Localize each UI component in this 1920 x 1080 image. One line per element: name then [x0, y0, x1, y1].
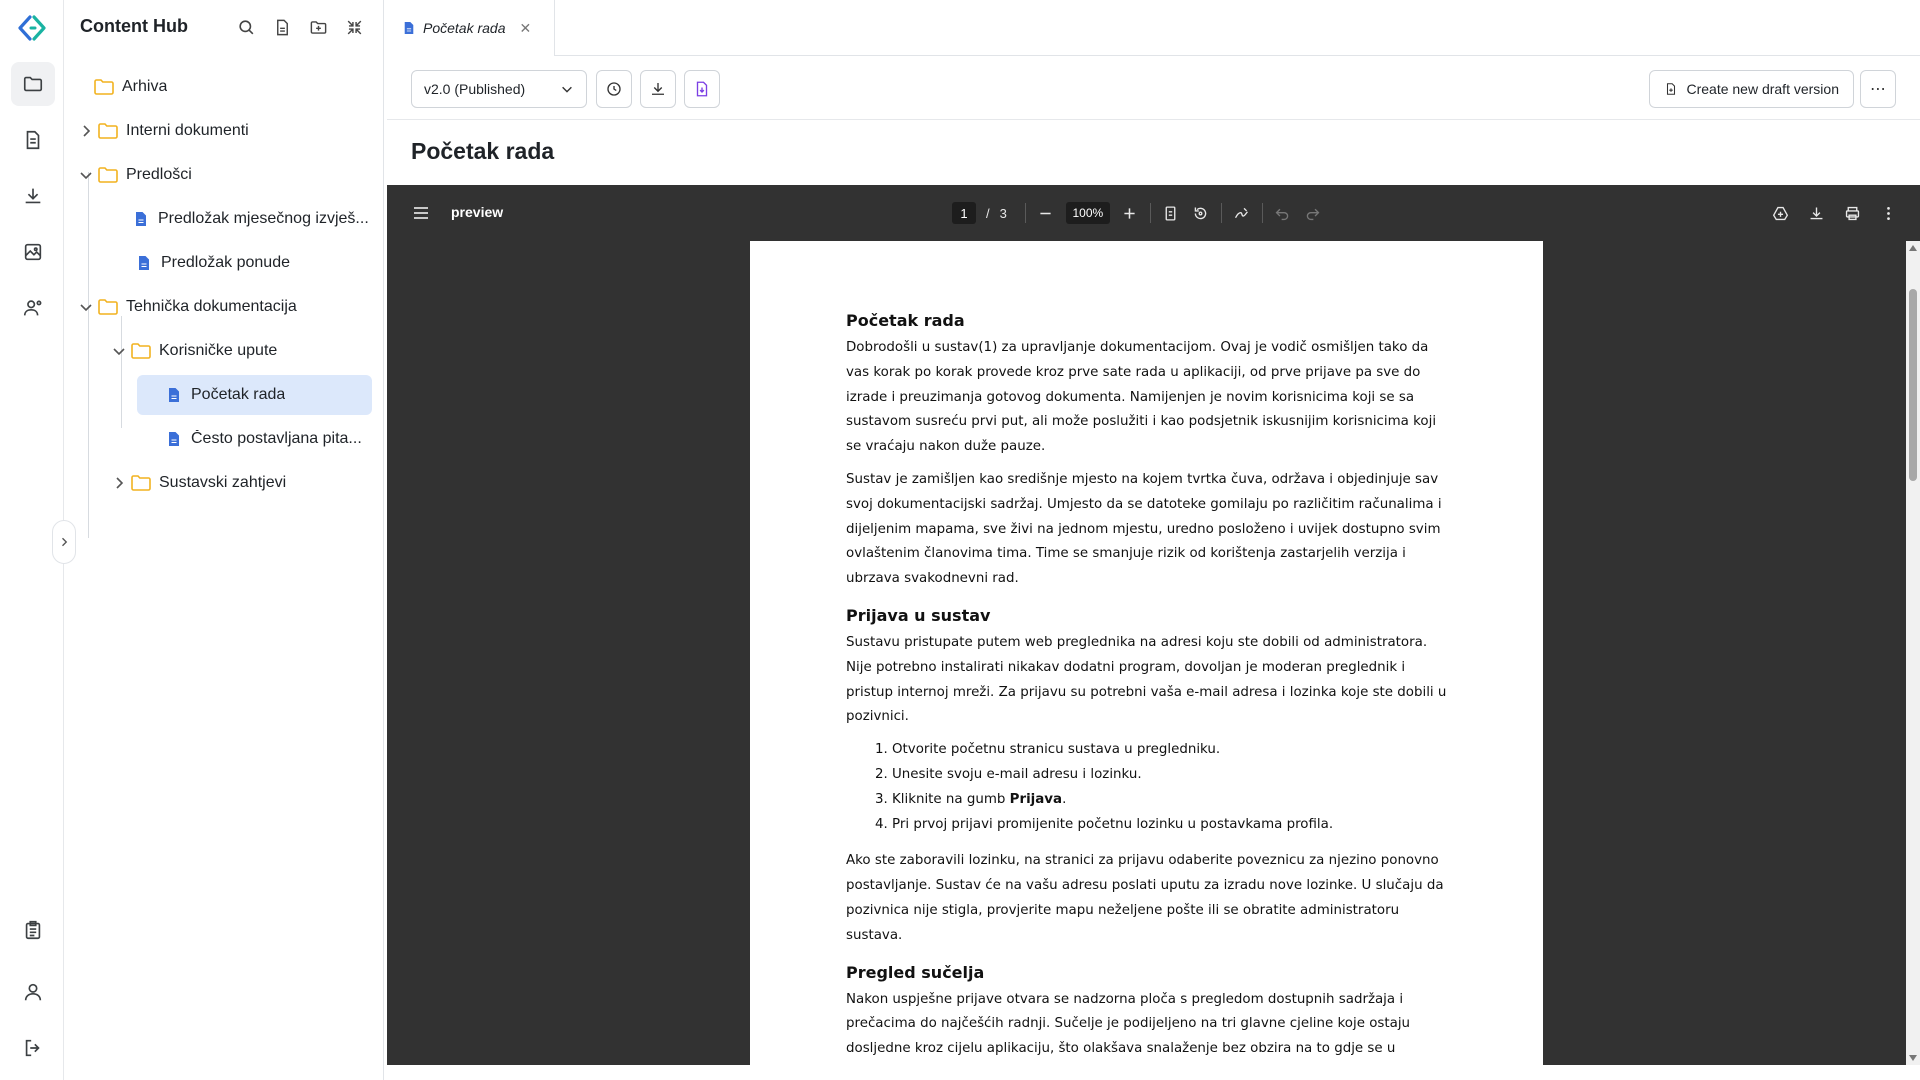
redo-icon: [1304, 205, 1321, 222]
expand-sidebar-button[interactable]: [52, 520, 76, 564]
chevron-right-icon[interactable]: [111, 475, 127, 491]
pdf-viewer-toolbar: [387, 185, 1920, 241]
doc-heading: Pregled sučelja: [846, 962, 985, 982]
undo-icon: [1274, 205, 1291, 222]
sidebar-toolbar: [233, 14, 367, 40]
chevron-down-icon[interactable]: [111, 343, 127, 359]
divider: [1262, 203, 1263, 223]
download-icon: [1808, 205, 1825, 222]
page-number-input[interactable]: 1: [952, 202, 976, 224]
collapse-arrows-icon: [345, 18, 364, 37]
tree-item-label: Predložak mjesečnog izvješ...: [158, 210, 369, 227]
clipboard-icon: [22, 919, 44, 941]
clock-icon: [605, 80, 623, 98]
create-draft-label: Create new draft version: [1686, 81, 1839, 97]
tree-item-label: Često postavljana pita...: [191, 430, 362, 447]
chevron-right-icon[interactable]: [78, 123, 94, 139]
document-toolbar: [387, 56, 1920, 120]
divider: [1025, 203, 1026, 223]
page-separator: /: [986, 205, 990, 221]
create-draft-button[interactable]: [1649, 70, 1854, 108]
draw-pen-icon: [1233, 205, 1250, 222]
new-folder-button[interactable]: [305, 14, 331, 40]
list-item-bold: Prijava: [1009, 791, 1063, 807]
new-document-button[interactable]: [269, 14, 295, 40]
zoom-level-input[interactable]: 100%: [1066, 202, 1110, 224]
divider: [1150, 203, 1151, 223]
tree-item-label: Interni dokumenti: [126, 122, 249, 139]
rail-logout-button[interactable]: [11, 1026, 55, 1070]
tab-label: Početak rada: [423, 20, 506, 36]
document-icon: [137, 255, 151, 271]
rail-users-button[interactable]: [11, 286, 55, 330]
doc-heading: Prijava u sustav: [846, 605, 991, 625]
doc-heading: Početak rada: [846, 311, 965, 330]
tree-item-predlosci[interactable]: [78, 155, 372, 195]
scroll-down-arrow[interactable]: [1909, 1055, 1917, 1061]
tree-item-sustavski-zahtjevi[interactable]: [111, 463, 372, 503]
more-options-button[interactable]: [1860, 70, 1896, 108]
zoom-in-button[interactable]: [1120, 203, 1140, 223]
divider: [1221, 203, 1222, 223]
app-logo-icon[interactable]: [16, 12, 48, 44]
new-document-icon: [1664, 81, 1678, 97]
page-title: Početak rada: [411, 138, 555, 164]
tree-item-tehnicka-dokumentacija[interactable]: [78, 287, 372, 327]
close-tab-icon[interactable]: ✕: [519, 19, 532, 36]
chevron-right-icon: [58, 536, 70, 548]
doc-paragraph: Dobrodošli u sustav(1) za upravljanje dokumentacijom. Ovaj je vodič osmišljen tako da vas korak po korak provede kroz prve sate rada u aplikaciji, od prve prijave pa sve do izrade i preuzimanja gotovog dokumenta. Namijenjen je novim korisnicima koji se sa sustavom susreću prvi put, ali može poslužiti i kao podsjetnik iskusnijim korisnicima koji se vraćaju nakon duže pauze.: [846, 340, 1437, 455]
search-button[interactable]: [233, 14, 259, 40]
scroll-up-arrow[interactable]: [1909, 245, 1917, 251]
chevron-down-icon: [560, 82, 574, 96]
folder-icon: [98, 167, 118, 183]
pdf-file-name: preview: [451, 204, 504, 220]
scroll-thumb[interactable]: [1909, 289, 1917, 481]
fit-page-button[interactable]: [1161, 203, 1181, 223]
chevron-down-icon[interactable]: [78, 299, 94, 315]
tree-item-label: Početak rada: [191, 386, 286, 403]
drive-add-icon: [1772, 205, 1789, 222]
tree-item-predlozak-mjesecnog[interactable]: [134, 199, 372, 239]
rotate-icon: [1192, 205, 1209, 222]
redo-button[interactable]: [1303, 203, 1323, 223]
folder-icon: [98, 299, 118, 315]
tree-item-label: Tehnička dokumentacija: [126, 298, 297, 315]
doc-paragraph: Sustavu pristupate putem web preglednika na adresi koju ste dobili od administratora. Nije potrebno instalirati nikakav dodatni program, dovoljan je moderan preglednik i pristup internoj mreži. Za prijavu su potrebni vaša e-mail adresa i lozinka koje ste dobili u pozivnici.: [846, 634, 1447, 725]
folder-icon: [131, 475, 151, 491]
zoom-out-button[interactable]: [1036, 203, 1056, 223]
save-to-drive-button[interactable]: [1770, 203, 1790, 223]
download-icon: [649, 80, 667, 98]
print-icon: [1844, 205, 1861, 222]
new-folder-icon: [309, 18, 328, 37]
document-icon: [167, 431, 181, 447]
plus-icon: [1121, 205, 1138, 222]
page-total: 3: [999, 205, 1007, 221]
pdf-download-button[interactable]: [1806, 203, 1826, 223]
tree-item-arhiva[interactable]: [94, 67, 372, 107]
chevron-down-icon[interactable]: [78, 167, 94, 183]
version-select[interactable]: [411, 70, 587, 108]
pdf-page: [750, 241, 1543, 1065]
list-item-text: .: [1062, 791, 1067, 807]
folder-icon: [94, 79, 114, 95]
ellipsis-icon: ⋯: [1870, 81, 1886, 98]
print-button[interactable]: [1842, 203, 1862, 223]
more-vertical-icon: [1880, 205, 1897, 222]
list-item: 1. Otvorite početnu stranicu sustava u pregledniku.: [892, 738, 1447, 763]
tree-item-korisnicke-upute[interactable]: [111, 331, 372, 371]
tree-item-label: Sustavski zahtjevi: [159, 474, 287, 491]
download-icon: [22, 185, 44, 207]
pdf-scrollbar[interactable]: [1906, 241, 1920, 1065]
pdf-actions: [1770, 203, 1898, 223]
main-area: [387, 0, 1920, 1080]
version-history-button[interactable]: [596, 70, 632, 108]
draw-button[interactable]: [1232, 203, 1252, 223]
document-icon: [167, 387, 181, 403]
rail-images-button[interactable]: [11, 230, 55, 274]
document-icon: [403, 21, 415, 35]
download-button[interactable]: [640, 70, 676, 108]
tree-item-pocetak-rada[interactable]: [137, 375, 372, 415]
tree-item-predlozak-ponude[interactable]: [134, 243, 372, 283]
doc-steps-list: [846, 738, 1447, 837]
content-sidebar: [64, 0, 384, 1080]
folder-icon: [98, 123, 118, 139]
list-item: 2. Unesite svoju e-mail adresu i lozinku.: [892, 763, 1447, 788]
image-icon: [22, 241, 44, 263]
document-icon: [134, 211, 148, 227]
app-title: Content Hub: [80, 16, 188, 36]
new-document-icon: [273, 18, 292, 37]
list-item: [892, 788, 1447, 813]
tree-item-label: Arhiva: [122, 78, 168, 95]
folder-icon: [131, 343, 151, 359]
export-pdf-button[interactable]: [684, 70, 720, 108]
rotate-button[interactable]: [1191, 203, 1211, 223]
pdf-file-icon: [693, 80, 711, 98]
tree-item-label: Predlošci: [126, 166, 192, 183]
more-vertical-button[interactable]: [1878, 203, 1898, 223]
tree-item-label: Korisničke upute: [159, 342, 278, 359]
doc-paragraph: Sustav je zamišljen kao središnje mjesto na kojem tvrtka čuva, održava i objedinjuje sav svoj dokumentacijski sadržaj. Umjesto da se datoteke gomilaju po različitim računalima i dijeljenim mapama, sve živi na jednom mjestu, uredno posloženo i uvijek dostupno svim ovlaštenim članovima tima. Time se smanjuje rizik od korištenja zastarjelih verzija i ubrzava svakodnevni rad.: [846, 471, 1442, 587]
users-settings-icon: [22, 297, 44, 319]
doc-paragraph: Nakon uspješne prijave otvara se nadzorna ploča s pregledom dostupnih sadržaja i prečacima do najčešćih radnji. Sučelje je podijeljeno na tri glavne cjeline koje ostaju dosljedne kroz cijelu aplikaciju, što olakšava snalaženje bez obzira na to gdje se u: [846, 991, 1411, 1057]
logout-icon: [22, 1037, 44, 1059]
search-icon: [237, 18, 256, 37]
document-icon: [22, 129, 44, 151]
folder-icon: [22, 73, 44, 95]
tab-bar: [387, 0, 1920, 56]
list-item-text: Kliknite na gumb: [892, 791, 1010, 807]
tree-item-interni-dokumenti[interactable]: [78, 111, 372, 151]
rail-files-button[interactable]: [11, 62, 55, 106]
list-item: 4. Pri prvoj prijavi promijenite početnu lozinku u postavkama profila.: [892, 813, 1447, 838]
fit-page-icon: [1162, 205, 1179, 222]
minus-icon: [1037, 205, 1054, 222]
pdf-page-controls: [952, 199, 1323, 227]
rail-downloads-button[interactable]: [11, 174, 55, 218]
doc-paragraph: Ako ste zaboravili lozinku, na stranici za prijavu odaberite poveznicu za njezino ponovno postavljanje. Sustav će na vašu adresu poslati uputu za izradu nove lozinke. U slučaju da pozivnica nije stigla, provjerite mapu neželjene pošte ili se obratite administratoru sustava.: [846, 853, 1444, 943]
menu-icon[interactable]: [411, 203, 431, 223]
rail-documents-button[interactable]: [11, 118, 55, 162]
undo-button[interactable]: [1273, 203, 1293, 223]
tab-pocetak-rada[interactable]: [387, 0, 555, 56]
rail-profile-button[interactable]: [11, 970, 55, 1014]
user-icon: [22, 981, 44, 1003]
rail-clipboard-button[interactable]: [11, 908, 55, 952]
tree-item-label: Predložak ponude: [161, 254, 290, 271]
pdf-viewer: [387, 185, 1920, 1065]
tree-item-cesto-postavljana-pitanja[interactable]: [167, 419, 372, 459]
version-select-value: v2.0 (Published): [424, 81, 526, 97]
collapse-all-button[interactable]: [341, 14, 367, 40]
